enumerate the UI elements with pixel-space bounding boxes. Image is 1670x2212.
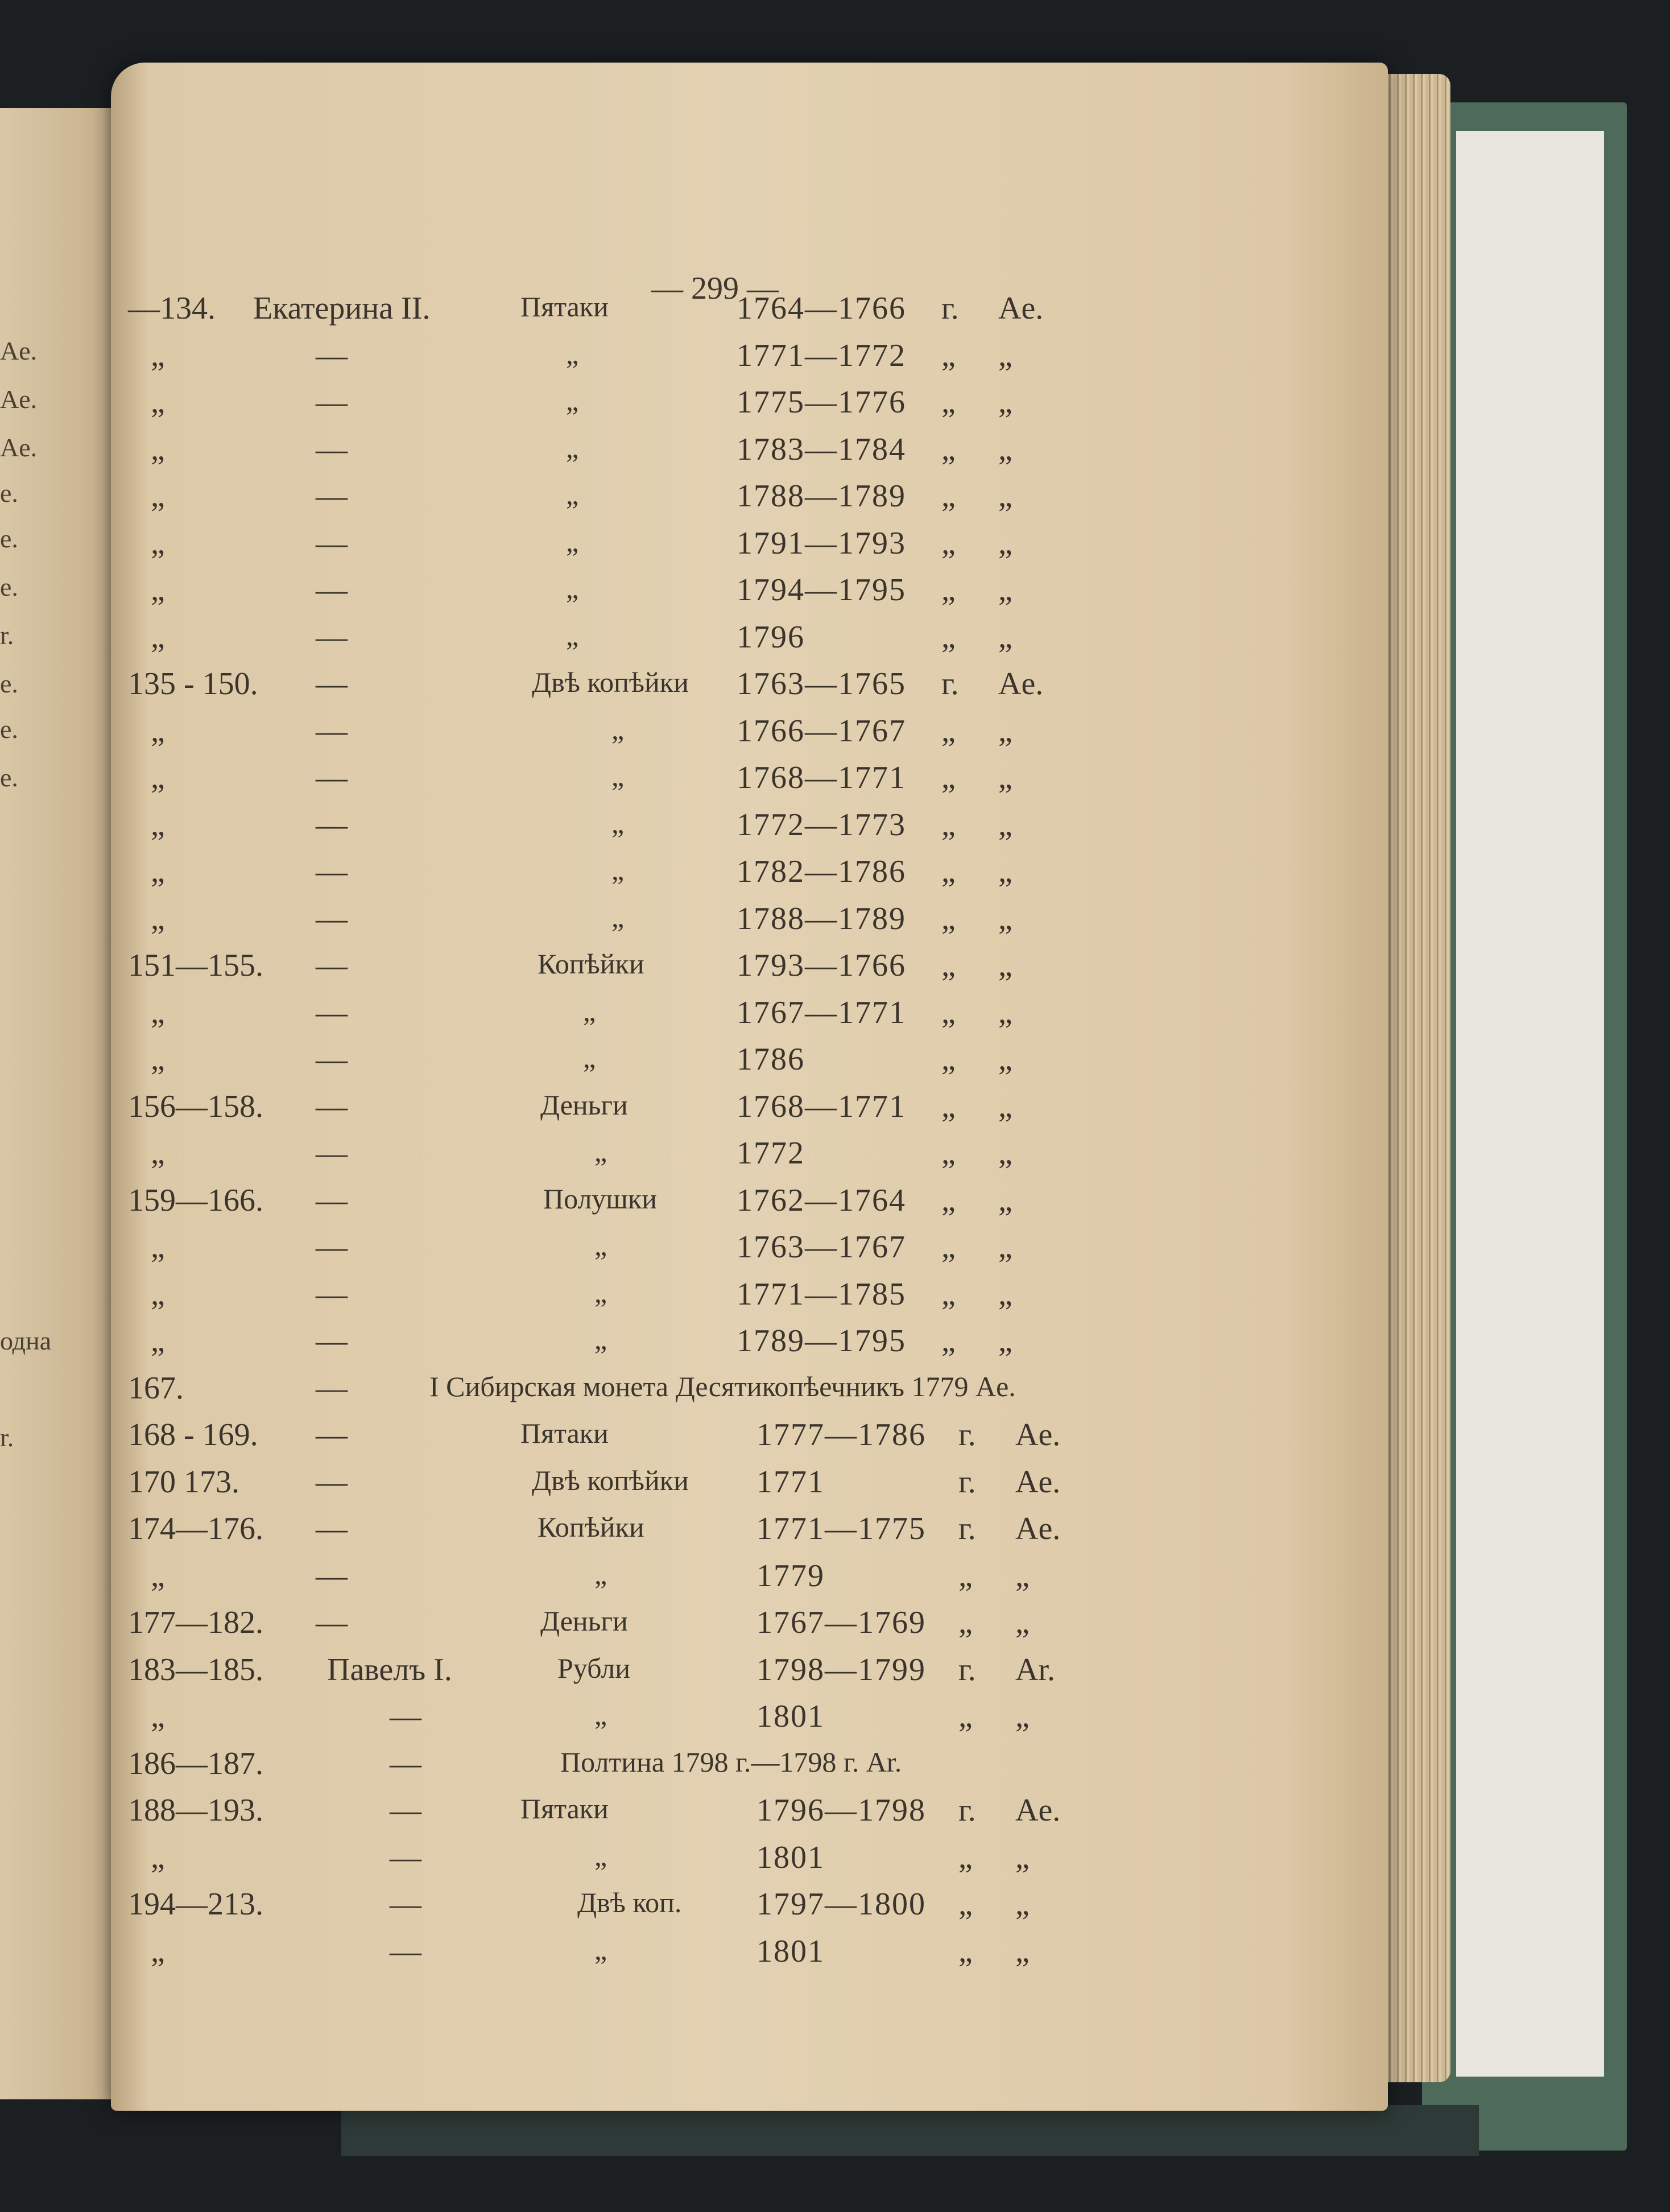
year-mark: „ (941, 619, 956, 655)
document-page (111, 63, 1388, 2111)
table-row (111, 478, 1388, 523)
year-mark: „ (958, 1699, 973, 1734)
years: 1772 (737, 1136, 805, 1171)
years: 1768—1771 (737, 760, 906, 795)
table-row (111, 1323, 1388, 1368)
table-row (111, 807, 1388, 852)
year-mark: „ (941, 854, 956, 889)
entry-number: „ (151, 1229, 165, 1265)
ruler-name: — (316, 854, 348, 889)
table-row (111, 1745, 1388, 1791)
years: 1801 (757, 1699, 825, 1734)
metal: „ (998, 1276, 1012, 1312)
table-row (111, 1370, 1388, 1415)
year-mark: „ (958, 1605, 973, 1640)
ruler-name: — (316, 1276, 348, 1312)
entry-number: „ (151, 901, 165, 936)
table-row (111, 1604, 1388, 1650)
years: 1771—1775 (757, 1511, 926, 1546)
years: 1789—1795 (737, 1323, 906, 1359)
years: 1798—1799 (757, 1652, 926, 1687)
coin-type: „ (594, 1933, 607, 1966)
entry-number: „ (151, 1042, 165, 1077)
years: 1767—1769 (757, 1605, 926, 1640)
coin-type: „ (594, 1229, 607, 1261)
coin-type: Копѣйки (538, 948, 644, 980)
year-mark: „ (958, 1933, 973, 1969)
metal: „ (998, 619, 1012, 655)
ruler-name: — (316, 1370, 348, 1406)
year-mark: г. (958, 1464, 976, 1500)
left-page-fragment: e. (0, 715, 18, 744)
table-row (111, 431, 1388, 477)
book-bottom (341, 2105, 1479, 2156)
metal: Ae. (998, 291, 1044, 326)
table-row (111, 666, 1388, 711)
metal: „ (998, 994, 1012, 1030)
coin-type: „ (594, 1558, 607, 1590)
metal: „ (998, 1088, 1012, 1124)
metal: „ (1015, 1887, 1030, 1922)
table-row (111, 947, 1388, 993)
coin-type: „ (566, 572, 579, 604)
table-row (111, 1088, 1388, 1134)
metal: „ (1015, 1933, 1030, 1969)
ruler-name: — (316, 713, 348, 749)
metal: Ae. (998, 666, 1044, 701)
year-mark: „ (941, 1229, 956, 1265)
coin-type: Пятаки (520, 291, 609, 323)
metal: „ (998, 1229, 1012, 1265)
coin-type: „ (566, 619, 579, 651)
coin-type: Пятаки (520, 1793, 609, 1825)
years: 1771—1772 (737, 337, 906, 373)
coin-type: „ (566, 431, 579, 464)
entry-number: „ (151, 1136, 165, 1171)
table-row (111, 384, 1388, 430)
ruler-name: — (316, 807, 348, 843)
coin-type: „ (611, 807, 625, 839)
year-mark: „ (941, 807, 956, 843)
metal: „ (998, 478, 1012, 514)
table-row (111, 1041, 1388, 1087)
metal: Ae. (1015, 1793, 1061, 1828)
entry-number: „ (151, 337, 165, 373)
entry-number: 174—176. (128, 1511, 263, 1546)
entry-number: „ (151, 619, 165, 655)
table-row (111, 1698, 1388, 1744)
left-page-fragment: r. (0, 621, 14, 650)
table-row (111, 901, 1388, 946)
metal: „ (1015, 1558, 1030, 1594)
years: 1768—1771 (737, 1088, 906, 1124)
coin-type: Полушки (543, 1182, 657, 1215)
year-mark: г. (958, 1417, 976, 1452)
year-mark: „ (941, 431, 956, 467)
entry-number: 177—182. (128, 1605, 263, 1640)
years: 1788—1789 (737, 478, 906, 514)
left-page-text (0, 108, 128, 2099)
coin-type: Рубли (557, 1652, 631, 1684)
years: 1783—1784 (737, 431, 906, 467)
table-row (111, 1558, 1388, 1603)
entry-number: 194—213. (128, 1887, 263, 1922)
ruler-name: — (316, 1182, 348, 1218)
metal: „ (998, 713, 1012, 749)
year-mark: „ (941, 901, 956, 936)
ruler-name: — (316, 385, 348, 420)
metal: „ (1015, 1839, 1030, 1875)
ruler-name: — (316, 1136, 348, 1171)
years: 1779 (757, 1558, 825, 1594)
ruler-name: Павелъ I. (327, 1652, 452, 1687)
coin-type: „ (583, 1042, 596, 1074)
coin-type: „ (594, 1699, 607, 1731)
paper-insert (1456, 131, 1604, 2077)
table-row (111, 1792, 1388, 1838)
ruler-name: — (390, 1745, 421, 1781)
table-row (111, 619, 1388, 665)
ruler-name: — (390, 1699, 421, 1734)
table-row (111, 713, 1388, 758)
coin-type: „ (583, 994, 596, 1027)
years: 1771 (757, 1464, 825, 1500)
ruler-name: — (316, 1464, 348, 1500)
ruler-name: — (316, 1511, 348, 1546)
table-row (111, 290, 1388, 336)
metal: „ (998, 807, 1012, 843)
metal: „ (1015, 1605, 1030, 1640)
left-page-fragment: Ae. (0, 385, 38, 414)
year-mark: „ (941, 337, 956, 373)
entry-number: „ (151, 1558, 165, 1594)
table-row (111, 1511, 1388, 1556)
years: 1777—1786 (757, 1417, 926, 1452)
ruler-name: — (316, 901, 348, 936)
years: 1801 (757, 1839, 825, 1875)
metal: Ae. (1015, 1417, 1061, 1452)
ruler-name: — (390, 1887, 421, 1922)
years: 1797—1800 (757, 1887, 926, 1922)
years: 1764—1766 (737, 291, 906, 326)
ruler-name: — (316, 337, 348, 373)
year-mark: г. (941, 291, 959, 326)
year-mark: „ (941, 1323, 956, 1359)
year-mark: „ (941, 1276, 956, 1312)
left-page-fragment: e. (0, 763, 18, 792)
coin-type: Полтина 1798 г.—1798 г. Ar. (560, 1745, 902, 1778)
table-row (111, 1886, 1388, 1932)
coin-type: Двѣ копѣйки (532, 666, 689, 698)
metal: „ (998, 1042, 1012, 1077)
coin-type: I Сибирская монета Десятикопѣечникъ 1779 Ae. (429, 1370, 1016, 1402)
coin-type: „ (566, 525, 579, 558)
year-mark: „ (958, 1558, 973, 1594)
entry-number: 188—193. (128, 1793, 263, 1828)
ruler-name: — (316, 666, 348, 701)
ruler-name: — (316, 994, 348, 1030)
entry-number: „ (151, 572, 165, 608)
ruler-name: — (390, 1933, 421, 1969)
years: 1791—1793 (737, 525, 906, 561)
year-mark: „ (941, 1042, 956, 1077)
entry-number: 168 - 169. (128, 1417, 258, 1452)
table-row (111, 1182, 1388, 1228)
table-row (111, 1839, 1388, 1885)
ruler-name: — (316, 1088, 348, 1124)
entry-number: 135 - 150. (128, 666, 258, 701)
entry-number: „ (151, 994, 165, 1030)
entry-number: „ (151, 385, 165, 420)
left-page-fragment: e. (0, 669, 18, 698)
year-mark: „ (941, 572, 956, 608)
coin-type: Двѣ копѣйки (532, 1464, 689, 1496)
table-row (111, 1464, 1388, 1509)
entry-number: 183—185. (128, 1652, 263, 1687)
table-row (111, 853, 1388, 899)
left-page-fragment: r. (0, 1423, 14, 1452)
ruler-name: — (316, 1558, 348, 1594)
coin-type: Деньги (540, 1088, 628, 1121)
coin-type: „ (611, 760, 625, 792)
coin-type: „ (566, 385, 579, 416)
metal: „ (998, 525, 1012, 561)
metal: „ (998, 760, 1012, 795)
ruler-name: — (390, 1793, 421, 1828)
coin-type: „ (594, 1839, 607, 1872)
ruler-name: — (316, 1605, 348, 1640)
years: 1762—1764 (737, 1182, 906, 1218)
left-page-fragment: e. (0, 478, 18, 507)
year-mark: „ (941, 948, 956, 983)
coin-type: Пятаки (520, 1417, 609, 1449)
year-mark: „ (941, 994, 956, 1030)
ruler-name: Екатерина II. (253, 291, 431, 326)
year-mark: г. (958, 1652, 976, 1687)
years: 1796 (737, 619, 805, 655)
ruler-name: — (390, 1839, 421, 1875)
year-mark: „ (941, 1182, 956, 1218)
coin-type: Копѣйки (538, 1511, 644, 1543)
coin-type: Деньги (540, 1605, 628, 1637)
table-row (111, 1276, 1388, 1322)
ruler-name: — (316, 525, 348, 561)
entry-number: —134. (128, 291, 216, 326)
years: 1801 (757, 1933, 825, 1969)
coin-type: „ (566, 478, 579, 510)
ruler-name: — (316, 572, 348, 608)
entry-number: „ (151, 1699, 165, 1734)
ruler-name: — (316, 478, 348, 514)
table-row (111, 337, 1388, 383)
year-mark: „ (941, 1088, 956, 1124)
metal: „ (998, 854, 1012, 889)
year-mark: „ (958, 1887, 973, 1922)
metal: „ (998, 1182, 1012, 1218)
metal: „ (998, 572, 1012, 608)
years: 1786 (737, 1042, 805, 1077)
metal: Ae. (1015, 1464, 1061, 1500)
year-mark: „ (941, 385, 956, 420)
years: 1796—1798 (757, 1793, 926, 1828)
metal: „ (998, 431, 1012, 467)
entry-number: „ (151, 1933, 165, 1969)
entry-number: 156—158. (128, 1088, 263, 1124)
left-page-fragment: Ae. (0, 433, 38, 462)
coin-type: „ (594, 1276, 607, 1309)
table-row (111, 760, 1388, 805)
ruler-name: — (316, 1042, 348, 1077)
entry-number: „ (151, 854, 165, 889)
entry-number: „ (151, 1839, 165, 1875)
ruler-name: — (316, 1417, 348, 1452)
metal: „ (998, 1323, 1012, 1359)
year-mark: „ (941, 1136, 956, 1171)
page-number: — 299 — (651, 271, 779, 306)
years: 1766—1767 (737, 713, 906, 749)
table-row (111, 1229, 1388, 1274)
coin-type: „ (611, 854, 625, 886)
left-page-fragment: одна (0, 1326, 52, 1355)
table-row (111, 572, 1388, 617)
year-mark: „ (941, 478, 956, 514)
entry-number: 167. (128, 1370, 184, 1406)
metal: Ar. (1015, 1652, 1055, 1687)
years: 1772—1773 (737, 807, 906, 843)
left-page-fragment: e. (0, 572, 18, 601)
year-mark: „ (941, 525, 956, 561)
entry-number: 170 173. (128, 1464, 239, 1500)
coin-type: „ (566, 337, 579, 370)
entry-number: „ (151, 1323, 165, 1359)
left-page-fragment: Ae. (0, 336, 38, 365)
years: 1767—1771 (737, 994, 906, 1030)
entry-number: 151—155. (128, 948, 263, 983)
years: 1782—1786 (737, 854, 906, 889)
year-mark: г. (958, 1793, 976, 1828)
metal: „ (998, 1136, 1012, 1171)
year-mark: г. (958, 1511, 976, 1546)
coin-type: „ (611, 901, 625, 933)
entry-number: „ (151, 478, 165, 514)
ruler-name: — (316, 948, 348, 983)
metal: „ (998, 337, 1012, 373)
coin-type: „ (594, 1136, 607, 1167)
years: 1794—1795 (737, 572, 906, 608)
year-mark: г. (941, 666, 959, 701)
year-mark: „ (941, 713, 956, 749)
entry-number: „ (151, 431, 165, 467)
left-page-fragment: e. (0, 524, 18, 553)
years: 1763—1767 (737, 1229, 906, 1265)
coin-type: „ (611, 713, 625, 745)
table-row (111, 994, 1388, 1040)
metal: „ (998, 385, 1012, 420)
entry-number: 159—166. (128, 1182, 263, 1218)
entry-number: „ (151, 807, 165, 843)
table-row (111, 1135, 1388, 1181)
years: 1763—1765 (737, 666, 906, 701)
entry-number: 186—187. (128, 1745, 263, 1781)
table-row (111, 1417, 1388, 1462)
table-row (111, 1652, 1388, 1697)
year-mark: „ (941, 760, 956, 795)
metal: „ (998, 948, 1012, 983)
ruler-name: — (316, 760, 348, 795)
left-page (0, 108, 128, 2099)
entry-number: „ (151, 1276, 165, 1312)
years: 1788—1789 (737, 901, 906, 936)
years: 1771—1785 (737, 1276, 906, 1312)
ruler-name: — (316, 1323, 348, 1359)
table-row (111, 1933, 1388, 1979)
year-mark: „ (958, 1839, 973, 1875)
ruler-name: — (316, 1229, 348, 1265)
entry-number: „ (151, 760, 165, 795)
table-row (111, 525, 1388, 571)
years: 1775—1776 (737, 385, 906, 420)
coin-type: „ (594, 1323, 607, 1355)
metal: „ (1015, 1699, 1030, 1734)
entry-number: „ (151, 525, 165, 561)
ruler-name: — (316, 619, 348, 655)
ruler-name: — (316, 431, 348, 467)
entry-number: „ (151, 713, 165, 749)
metal: Ae. (1015, 1511, 1061, 1546)
metal: „ (998, 901, 1012, 936)
coin-type: Двѣ коп. (577, 1887, 682, 1918)
years: 1793—1766 (737, 948, 906, 983)
